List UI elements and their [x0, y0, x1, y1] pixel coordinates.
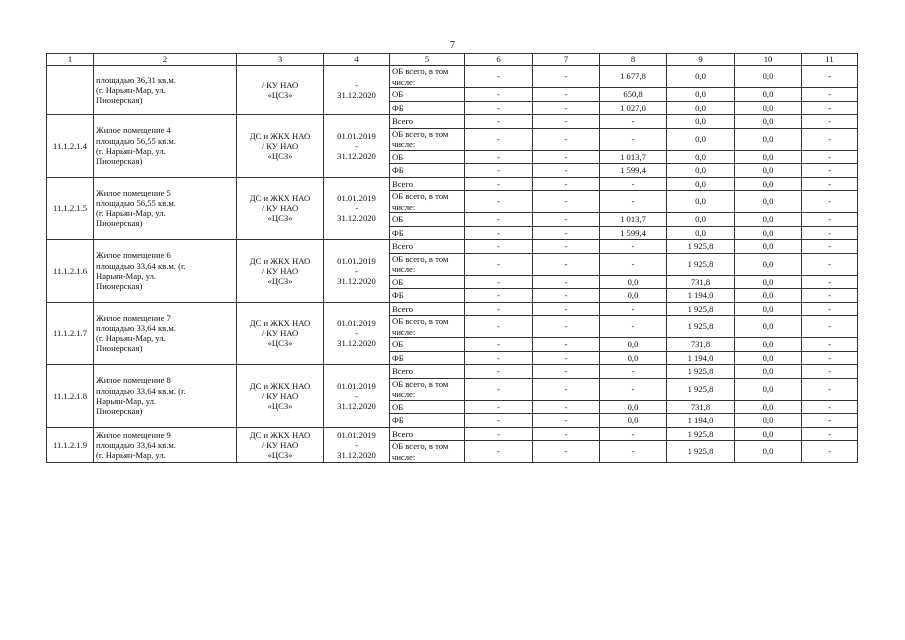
funding-source: ОБ всего, в том числе: [390, 378, 465, 400]
funding-source: ОБ [390, 275, 465, 289]
value-cell: - [802, 275, 858, 289]
value-cell: - [465, 88, 533, 102]
funding-source: ОБ [390, 213, 465, 227]
value-cell: - [802, 338, 858, 352]
table-row [47, 427, 858, 441]
value-cell: - [533, 191, 600, 213]
value-cell: 1 194,0 [667, 414, 735, 428]
funding-source: ОБ всего, в том числе: [390, 66, 465, 88]
value-cell: 1 925,8 [667, 240, 735, 254]
value-cell: 0,0 [667, 101, 735, 115]
funding-source: ОБ [390, 150, 465, 164]
value-cell: 0,0 [735, 316, 802, 338]
value-cell: - [465, 150, 533, 164]
period: 01.01.2019 - 31.12.2020 [324, 115, 390, 178]
value-cell: - [465, 351, 533, 365]
funding-source: ФБ [390, 226, 465, 240]
col-header: 11 [802, 54, 858, 66]
table-row [47, 240, 858, 254]
value-cell: 0,0 [735, 88, 802, 102]
value-cell: - [465, 253, 533, 275]
object-name: площадью 36,31 кв.м. (г. Нарьян-Мар, ул. Пионерская) [94, 66, 237, 115]
executor: / КУ НАО «ЦСЗ» [237, 66, 324, 115]
funding-source: ФБ [390, 289, 465, 303]
page-number: 7 [450, 40, 455, 51]
value-cell: - [802, 316, 858, 338]
value-cell: 0,0 [735, 253, 802, 275]
value-cell: - [465, 378, 533, 400]
value-cell: 0,0 [735, 191, 802, 213]
row-code: 11.1.2.1.9 [47, 427, 94, 463]
value-cell: 1 925,8 [667, 253, 735, 275]
funding-source: ФБ [390, 101, 465, 115]
value-cell: - [465, 240, 533, 254]
value-cell: 0,0 [735, 150, 802, 164]
row-code: 11.1.2.1.5 [47, 177, 94, 240]
value-cell: 1 194,0 [667, 289, 735, 303]
value-cell: 1 677,8 [600, 66, 667, 88]
period: 01.01.2019 - 31.12.2020 [324, 365, 390, 428]
funding-source: ОБ всего, в том числе: [390, 191, 465, 213]
value-cell: 1 599,4 [600, 226, 667, 240]
value-cell: - [465, 164, 533, 178]
value-cell: - [465, 275, 533, 289]
value-cell: 1 925,8 [667, 316, 735, 338]
value-cell: - [533, 275, 600, 289]
value-cell: - [600, 441, 667, 463]
row-code: 11.1.2.1.7 [47, 302, 94, 365]
value-cell: - [802, 240, 858, 254]
value-cell: 0,0 [735, 351, 802, 365]
col-header: 10 [735, 54, 802, 66]
value-cell: 0,0 [600, 400, 667, 414]
value-cell: 0,0 [735, 177, 802, 191]
value-cell: - [465, 338, 533, 352]
value-cell: - [802, 289, 858, 303]
value-cell: 0,0 [735, 441, 802, 463]
row-code: 11.1.2.1.6 [47, 240, 94, 303]
executor: ДС и ЖКХ НАО / КУ НАО «ЦСЗ» [237, 177, 324, 240]
value-cell: 0,0 [735, 164, 802, 178]
funding-source: Всего [390, 302, 465, 316]
value-cell: - [465, 400, 533, 414]
value-cell: 0,0 [667, 66, 735, 88]
value-cell: 0,0 [667, 164, 735, 178]
period: 01.01.2019 - 31.12.2020 [324, 240, 390, 303]
col-header: 5 [390, 54, 465, 66]
value-cell: - [802, 177, 858, 191]
value-cell: - [533, 441, 600, 463]
col-header: 8 [600, 54, 667, 66]
value-cell: - [533, 427, 600, 441]
value-cell: - [465, 128, 533, 150]
funding-source: ОБ [390, 338, 465, 352]
value-cell: - [465, 289, 533, 303]
value-cell: 0,0 [600, 351, 667, 365]
value-cell: - [533, 365, 600, 379]
funding-source: ОБ всего, в том числе: [390, 316, 465, 338]
value-cell: 0,0 [735, 275, 802, 289]
funding-source: ФБ [390, 351, 465, 365]
object-name: Жилое помещение 4 площадью 56,55 кв.м. (г. Нарьян-Мар, ул. Пионерская) [94, 115, 237, 178]
value-cell: - [533, 164, 600, 178]
executor: ДС и ЖКХ НАО / КУ НАО «ЦСЗ» [237, 365, 324, 428]
budget-table [46, 53, 858, 463]
funding-source: Всего [390, 365, 465, 379]
value-cell: - [465, 191, 533, 213]
value-cell: 0,0 [667, 191, 735, 213]
value-cell: 0,0 [667, 88, 735, 102]
executor: ДС и ЖКХ НАО / КУ НАО «ЦСЗ» [237, 302, 324, 365]
value-cell: - [465, 226, 533, 240]
table-row [47, 302, 858, 316]
table-row [47, 365, 858, 379]
value-cell: - [465, 302, 533, 316]
value-cell: - [533, 66, 600, 88]
row-code: 11.1.2.1.4 [47, 115, 94, 178]
value-cell: - [533, 316, 600, 338]
value-cell: 0,0 [600, 414, 667, 428]
value-cell: - [533, 338, 600, 352]
value-cell: - [802, 213, 858, 227]
value-cell: - [802, 400, 858, 414]
value-cell: - [533, 88, 600, 102]
value-cell: 1 925,8 [667, 441, 735, 463]
value-cell: - [802, 150, 858, 164]
value-cell: 1 925,8 [667, 427, 735, 441]
value-cell: 0,0 [600, 289, 667, 303]
value-cell: 731,8 [667, 400, 735, 414]
funding-source: Всего [390, 427, 465, 441]
period: 01.01.2019 - 31.12.2020 [324, 427, 390, 463]
value-cell: 0,0 [667, 115, 735, 129]
period: 01.01.2019 - 31.12.2020 [324, 177, 390, 240]
value-cell: 0,0 [735, 66, 802, 88]
table-body [47, 54, 858, 463]
object-name: Жилое помещение 8 площадью 33,64 кв.м. (г. Нарьян-Мар, ул. Пионерская) [94, 365, 237, 428]
value-cell: - [465, 115, 533, 129]
value-cell: - [533, 213, 600, 227]
value-cell: 1 013,7 [600, 150, 667, 164]
funding-source: ФБ [390, 164, 465, 178]
value-cell: - [600, 427, 667, 441]
value-cell: - [533, 302, 600, 316]
col-header: 2 [94, 54, 237, 66]
table-row [47, 115, 858, 129]
value-cell: - [533, 414, 600, 428]
value-cell: - [802, 351, 858, 365]
executor: ДС и ЖКХ НАО / КУ НАО «ЦСЗ» [237, 115, 324, 178]
value-cell: 0,0 [600, 338, 667, 352]
value-cell: - [600, 128, 667, 150]
funding-source: ОБ всего, в том числе: [390, 253, 465, 275]
value-cell: - [802, 414, 858, 428]
value-cell: 0,0 [667, 128, 735, 150]
value-cell: 0,0 [735, 414, 802, 428]
value-cell: 0,0 [667, 213, 735, 227]
value-cell: 1 925,8 [667, 365, 735, 379]
value-cell: - [465, 427, 533, 441]
value-cell: - [802, 191, 858, 213]
value-cell: - [600, 365, 667, 379]
object-name: Жилое помещение 5 площадью 56,55 кв.м. (г. Нарьян-Мар, ул. Пионерская) [94, 177, 237, 240]
value-cell: - [533, 115, 600, 129]
value-cell: - [533, 101, 600, 115]
col-header: 4 [324, 54, 390, 66]
value-cell: 0,0 [735, 240, 802, 254]
value-cell: 0,0 [667, 150, 735, 164]
funding-source: Всего [390, 115, 465, 129]
value-cell: - [533, 240, 600, 254]
funding-source: ОБ [390, 88, 465, 102]
value-cell: 731,8 [667, 275, 735, 289]
value-cell: - [465, 414, 533, 428]
value-cell: 1 925,8 [667, 302, 735, 316]
value-cell: - [533, 400, 600, 414]
value-cell: - [600, 316, 667, 338]
value-cell: 0,0 [735, 128, 802, 150]
value-cell: 0,0 [735, 289, 802, 303]
value-cell: 0,0 [735, 115, 802, 129]
row-code: 11.1.2.1.8 [47, 365, 94, 428]
value-cell: - [465, 213, 533, 227]
value-cell: - [802, 441, 858, 463]
funding-source: ОБ всего, в том числе: [390, 128, 465, 150]
value-cell: - [802, 378, 858, 400]
funding-source: ОБ [390, 400, 465, 414]
value-cell: 0,0 [735, 226, 802, 240]
value-cell: 1 599,4 [600, 164, 667, 178]
value-cell: - [600, 253, 667, 275]
value-cell: - [533, 128, 600, 150]
value-cell: 1 013,7 [600, 213, 667, 227]
value-cell: 1 194,0 [667, 351, 735, 365]
value-cell: 0,0 [735, 213, 802, 227]
value-cell: - [600, 115, 667, 129]
period: - 31.12.2020 [324, 66, 390, 115]
value-cell: - [465, 316, 533, 338]
value-cell: - [465, 177, 533, 191]
table-row [47, 66, 858, 88]
value-cell: 0,0 [667, 226, 735, 240]
value-cell: - [533, 351, 600, 365]
value-cell: 0,0 [735, 427, 802, 441]
value-cell: - [600, 378, 667, 400]
value-cell: - [802, 88, 858, 102]
value-cell: 650,8 [600, 88, 667, 102]
value-cell: - [465, 365, 533, 379]
period: 01.01.2019 - 31.12.2020 [324, 302, 390, 365]
value-cell: - [802, 427, 858, 441]
col-header: 3 [237, 54, 324, 66]
value-cell: - [802, 115, 858, 129]
value-cell: - [533, 253, 600, 275]
value-cell: - [802, 253, 858, 275]
value-cell: 0,0 [735, 378, 802, 400]
funding-source: ФБ [390, 414, 465, 428]
value-cell: 0,0 [735, 302, 802, 316]
funding-source: ОБ всего, в том числе: [390, 441, 465, 463]
value-cell: - [533, 378, 600, 400]
value-cell: - [533, 177, 600, 191]
column-number-row [47, 54, 858, 66]
value-cell: - [465, 101, 533, 115]
value-cell: 0,0 [735, 101, 802, 115]
value-cell: - [533, 226, 600, 240]
value-cell: - [802, 302, 858, 316]
value-cell: - [802, 66, 858, 88]
value-cell: - [802, 128, 858, 150]
col-header: 1 [47, 54, 94, 66]
value-cell: - [600, 191, 667, 213]
value-cell: - [600, 177, 667, 191]
value-cell: - [533, 289, 600, 303]
value-cell: - [802, 365, 858, 379]
value-cell: 1 027,0 [600, 101, 667, 115]
value-cell: 0,0 [667, 177, 735, 191]
value-cell: - [802, 226, 858, 240]
col-header: 9 [667, 54, 735, 66]
col-header: 7 [533, 54, 600, 66]
value-cell: 0,0 [735, 338, 802, 352]
value-cell: 1 925,8 [667, 378, 735, 400]
value-cell: 0,0 [600, 275, 667, 289]
value-cell: - [802, 164, 858, 178]
value-cell: 0,0 [735, 400, 802, 414]
row-code [47, 66, 94, 115]
value-cell: - [465, 66, 533, 88]
col-header: 6 [465, 54, 533, 66]
object-name: Жилое помещение 9 площадью 33,64 кв.м. (г. Нарьян-Мар, ул. [94, 427, 237, 463]
executor: ДС и ЖКХ НАО / КУ НАО «ЦСЗ» [237, 240, 324, 303]
funding-source: Всего [390, 240, 465, 254]
value-cell: - [600, 240, 667, 254]
value-cell: 0,0 [735, 365, 802, 379]
value-cell: - [802, 101, 858, 115]
value-cell: - [600, 302, 667, 316]
value-cell: 731,8 [667, 338, 735, 352]
value-cell: - [533, 150, 600, 164]
value-cell: - [465, 441, 533, 463]
object-name: Жилое помещение 6 площадью 33,64 кв.м. (г. Нарьян-Мар, ул. Пионерская) [94, 240, 237, 303]
object-name: Жилое помещение 7 площадью 33,64 кв.м. (г. Нарьян-Мар, ул. Пионерская) [94, 302, 237, 365]
funding-source: Всего [390, 177, 465, 191]
table-row [47, 177, 858, 191]
executor: ДС и ЖКХ НАО / КУ НАО «ЦСЗ» [237, 427, 324, 463]
